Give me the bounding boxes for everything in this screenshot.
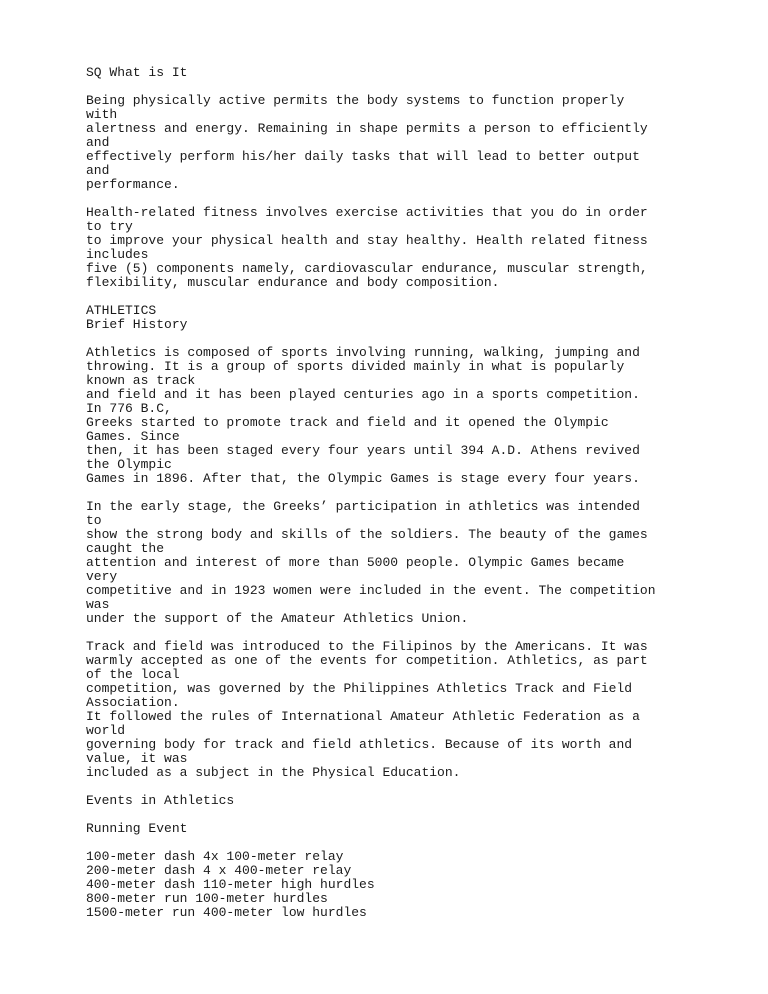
text-line: Being physically active permits the body systems to function properly <box>86 93 625 108</box>
text-line: to try <box>86 219 133 234</box>
text-line: and <box>86 135 110 150</box>
text-line: Track and field was introduced to the Filipinos by the Americans. It was <box>86 639 648 654</box>
blank-line <box>86 808 756 822</box>
text-line: In 776 B.C, <box>86 401 172 416</box>
text-line: very <box>86 569 118 584</box>
text-line: value, it was <box>86 751 188 766</box>
text-line: alertness and energy. Remaining in shape permits a person to efficiently <box>86 121 648 136</box>
text-line: 200-meter dash 4 x 400-meter relay <box>86 863 352 878</box>
text-line: Brief History <box>86 317 188 332</box>
text-line: SQ What is It <box>86 65 188 80</box>
text-line: 800-meter run 100-meter hurdles <box>86 891 328 906</box>
text-line: In the early stage, the Greeks’ participation in athletics was intended <box>86 499 640 514</box>
text-line: performance. <box>86 177 180 192</box>
text-line: caught the <box>86 541 165 556</box>
text-line: 100-meter dash 4x 100-meter relay <box>86 849 344 864</box>
text-line: competitive and in 1923 women were included in the event. The competition <box>86 583 656 598</box>
text-line: show the strong body and skills of the soldiers. The beauty of the games <box>86 527 648 542</box>
text-line: Health-related fitness involves exercise activities that you do in order <box>86 205 648 220</box>
blank-line <box>86 780 756 794</box>
blank-line <box>86 80 756 94</box>
text-line: Games in 1896. After that, the Olympic Games is stage every four years. <box>86 471 640 486</box>
text-line: with <box>86 107 118 122</box>
blank-line <box>86 192 756 206</box>
text-line: It followed the rules of International Amateur Athletic Federation as a <box>86 709 640 724</box>
text-line: Association. <box>86 695 180 710</box>
text-line: to improve your physical health and stay healthy. Health related fitness <box>86 233 648 248</box>
text-line: 400-meter dash 110-meter high hurdles <box>86 877 375 892</box>
text-line: throwing. It is a group of sports divided mainly in what is popularly <box>86 359 625 374</box>
text-line: known as track <box>86 373 196 388</box>
text-line: of the local <box>86 667 180 682</box>
text-line: Games. Since <box>86 429 180 444</box>
document-text <box>86 66 756 920</box>
text-line: Events in Athletics <box>86 793 235 808</box>
text-line: attention and interest of more than 5000 people. Olympic Games became <box>86 555 625 570</box>
text-line: Athletics is composed of sports involving running, walking, jumping and <box>86 345 640 360</box>
text-line: includes <box>86 247 149 262</box>
text-line: under the support of the Amateur Athletics Union. <box>86 611 469 626</box>
text-line: governing body for track and field athletics. Because of its worth and <box>86 737 633 752</box>
text-line: 1500-meter run 400-meter low hurdles <box>86 905 367 920</box>
text-line: was <box>86 597 110 612</box>
text-line: flexibility, muscular endurance and body composition. <box>86 275 500 290</box>
text-line: then, it has been staged every four years until 394 A.D. Athens revived <box>86 443 640 458</box>
text-line: and <box>86 163 110 178</box>
blank-line <box>86 332 756 346</box>
text-line: five (5) components namely, cardiovascular endurance, muscular strength, <box>86 261 648 276</box>
blank-line <box>86 836 756 850</box>
blank-line <box>86 290 756 304</box>
text-line: included as a subject in the Physical Education. <box>86 765 461 780</box>
text-line: Running Event <box>86 821 188 836</box>
text-line: the Olympic <box>86 457 172 472</box>
blank-line <box>86 486 756 500</box>
text-line: to <box>86 513 102 528</box>
text-line: and field and it has been played centuries ago in a sports competition. <box>86 387 640 402</box>
text-line: effectively perform his/her daily tasks that will lead to better output <box>86 149 640 164</box>
text-line: world <box>86 723 126 738</box>
text-line: ATHLETICS <box>86 303 157 318</box>
blank-line <box>86 626 756 640</box>
text-line: warmly accepted as one of the events for competition. Athletics, as part <box>86 653 648 668</box>
text-line: Greeks started to promote track and field and it opened the Olympic <box>86 415 609 430</box>
text-line: competition, was governed by the Philippines Athletics Track and Field <box>86 681 633 696</box>
